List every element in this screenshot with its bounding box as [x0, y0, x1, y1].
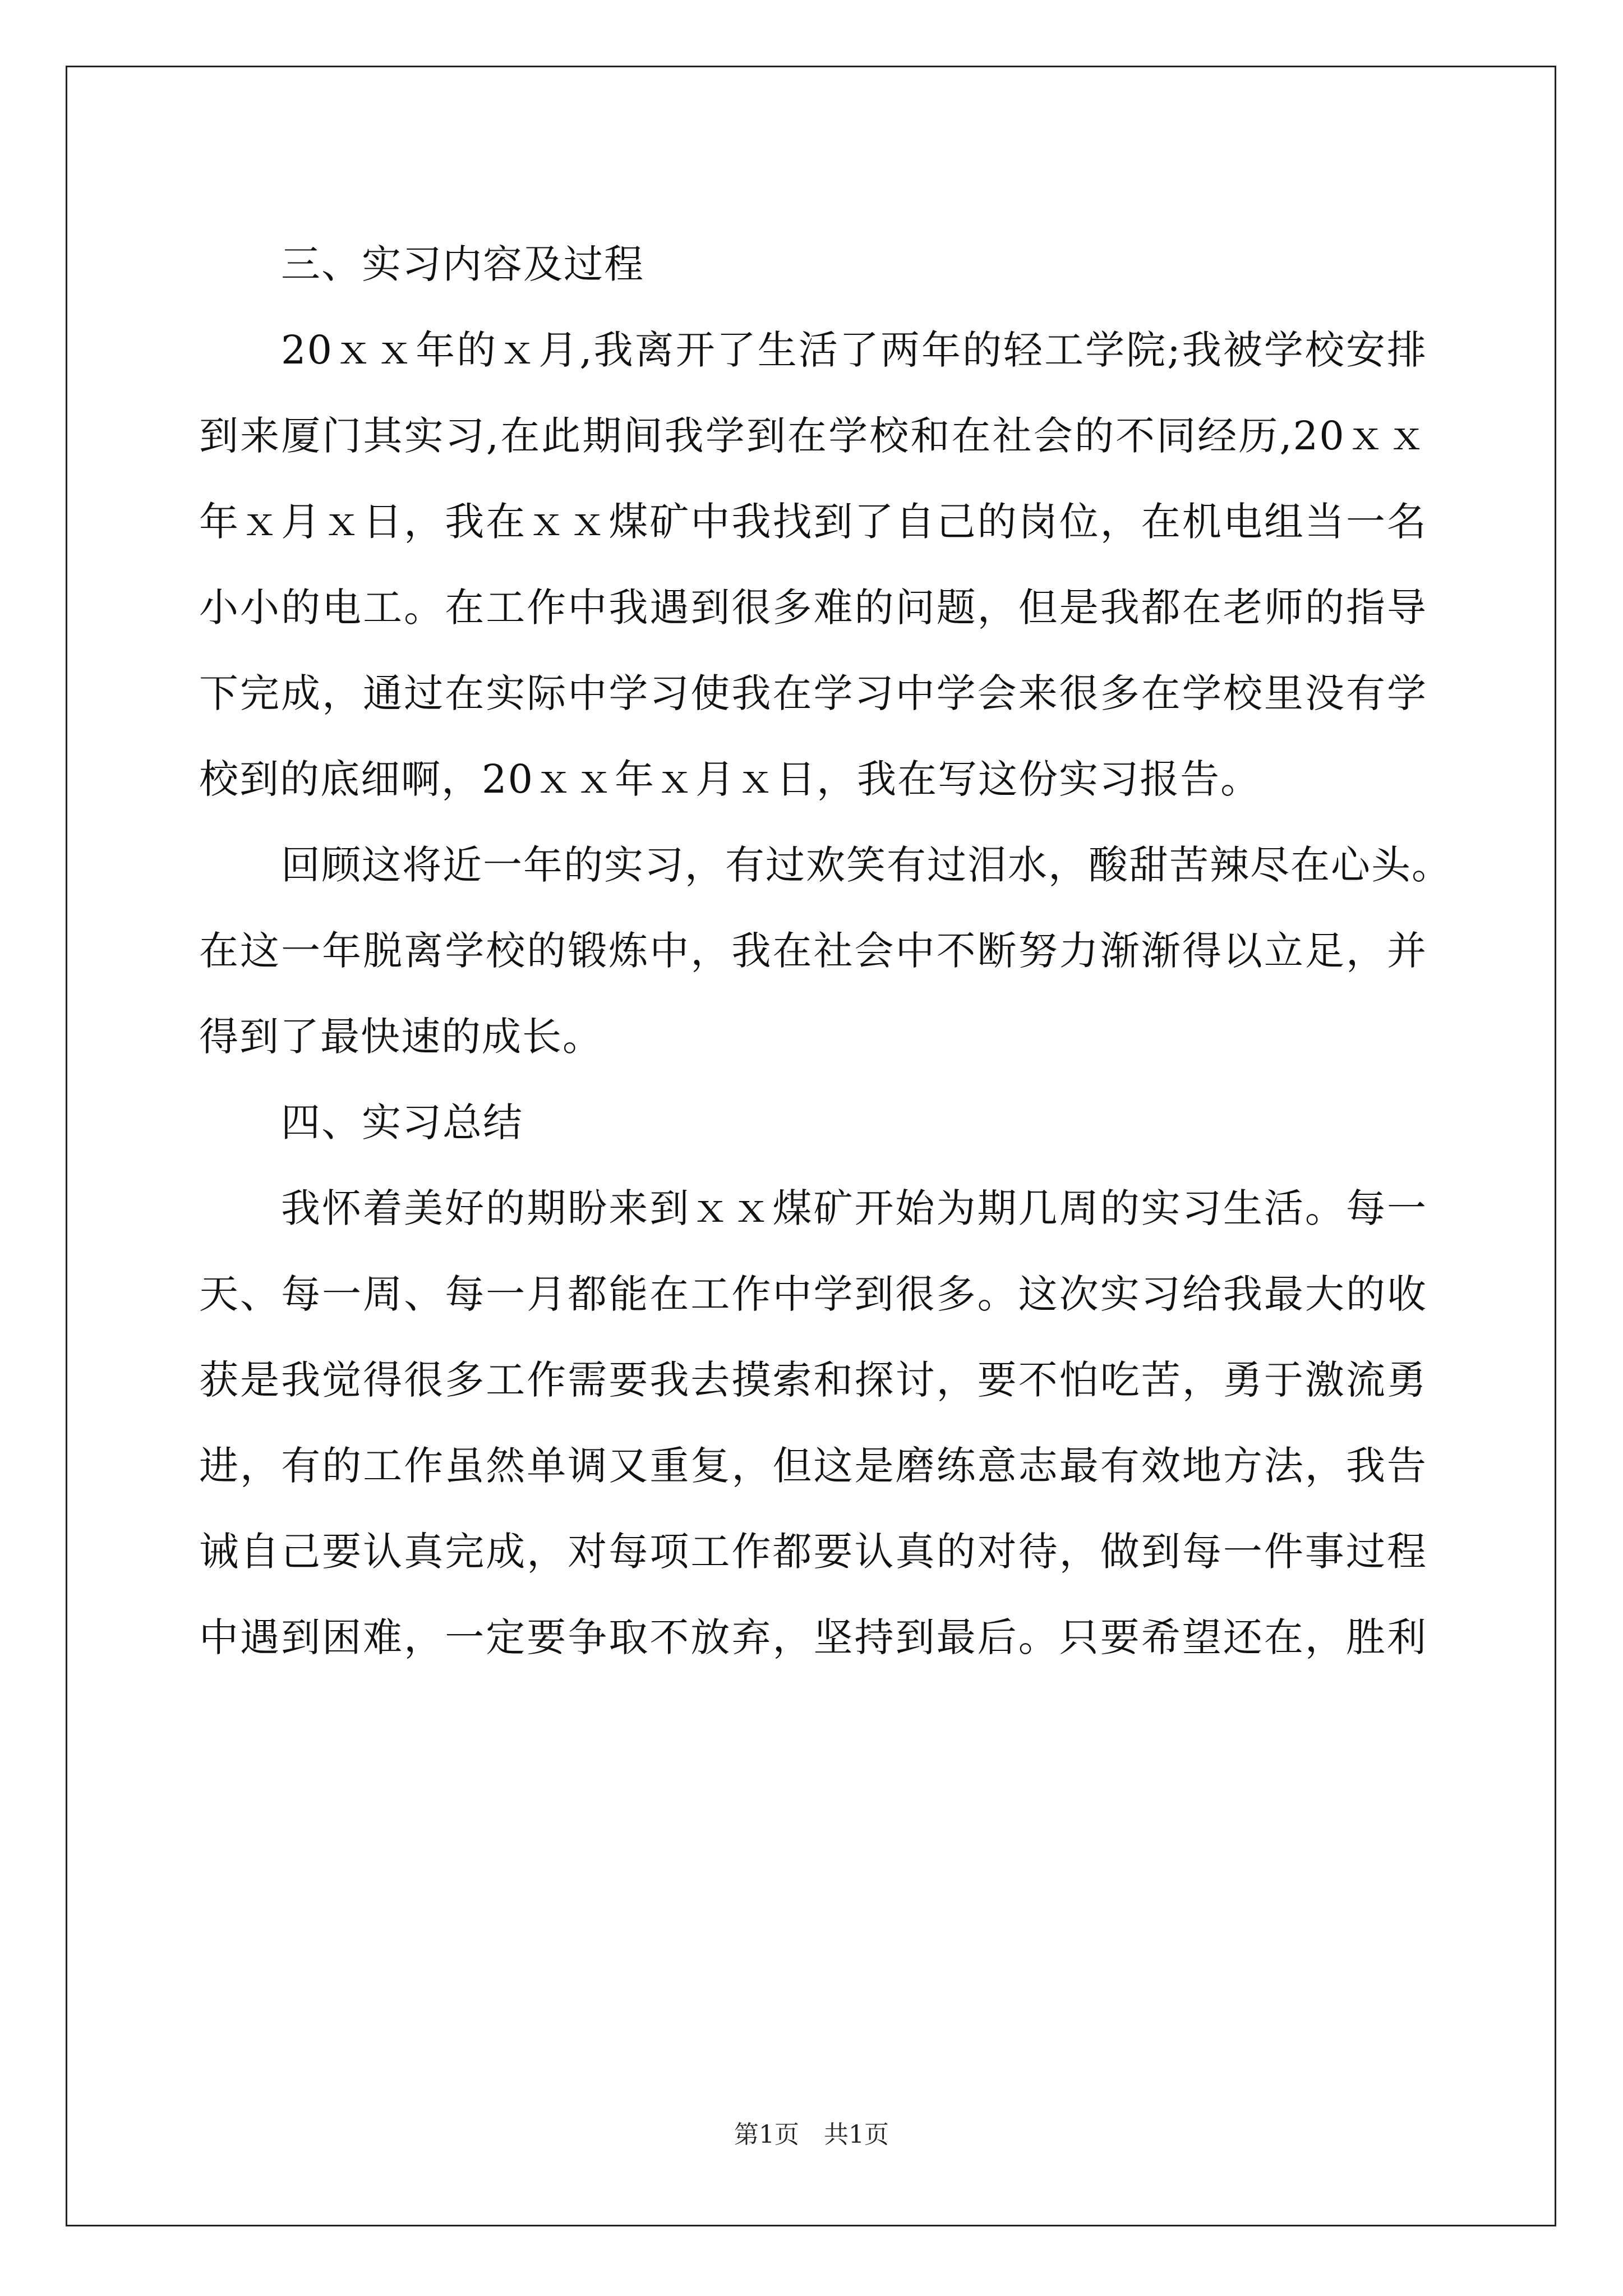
section-heading-4: 四、实习总结: [281, 1099, 523, 1145]
paragraph-line: 回顾这将近一年的实习，有过欢笑有过泪水，酸甜苦辣尽在心头。: [281, 842, 1452, 888]
paragraph-line: 天、每一周、每一月都能在工作中学到很多。这次实习给我最大的收: [199, 1271, 1427, 1317]
paragraph-line: 到来厦门其实习,在此期间我学到在学校和在社会的不同经历,20ｘｘ: [199, 413, 1427, 459]
paragraph-line: 我怀着美好的期盼来到ｘｘ煤矿开始为期几周的实习生活。每一: [281, 1185, 1427, 1231]
paragraph-line: 在这一年脱离学校的锻炼中，我在社会中不断努力渐渐得以立足，并: [199, 928, 1427, 974]
page-number-footer: 第1页 共1页: [734, 2120, 889, 2149]
paragraph-line: 得到了最快速的成长。: [199, 1014, 603, 1060]
paragraph-line: 20ｘｘ年的ｘ月,我离开了生活了两年的轻工学院;我被学校安排: [281, 327, 1427, 373]
paragraph-line: 校到的底细啊，20ｘｘ年ｘ月ｘ日，我在写这份实习报告。: [199, 756, 1261, 802]
paragraph-line: 获是我觉得很多工作需要我去摸索和探讨，要不怕吃苦，勇于激流勇: [199, 1357, 1427, 1403]
paragraph-line: 下完成，通过在实际中学习使我在学习中学会来很多在学校里没有学: [199, 670, 1427, 716]
section-heading-3: 三、实习内容及过程: [281, 241, 644, 287]
paragraph-line: 小小的电工。在工作中我遇到很多难的问题，但是我都在老师的指导: [199, 585, 1427, 631]
paragraph-line: 诫自己要认真完成，对每项工作都要认真的对待，做到每一件事过程: [199, 1529, 1427, 1575]
paragraph-line: 中遇到困难，一定要争取不放弃，坚持到最后。只要希望还在，胜利: [199, 1614, 1427, 1660]
paragraph-line: 进，有的工作虽然单调又重复，但这是磨练意志最有效地方法，我告: [199, 1443, 1427, 1489]
document-body: [199, 222, 1452, 1681]
paragraph-line: 年ｘ月ｘ日，我在ｘｘ煤矿中我找到了自己的岗位，在机电组当一名: [199, 499, 1427, 545]
